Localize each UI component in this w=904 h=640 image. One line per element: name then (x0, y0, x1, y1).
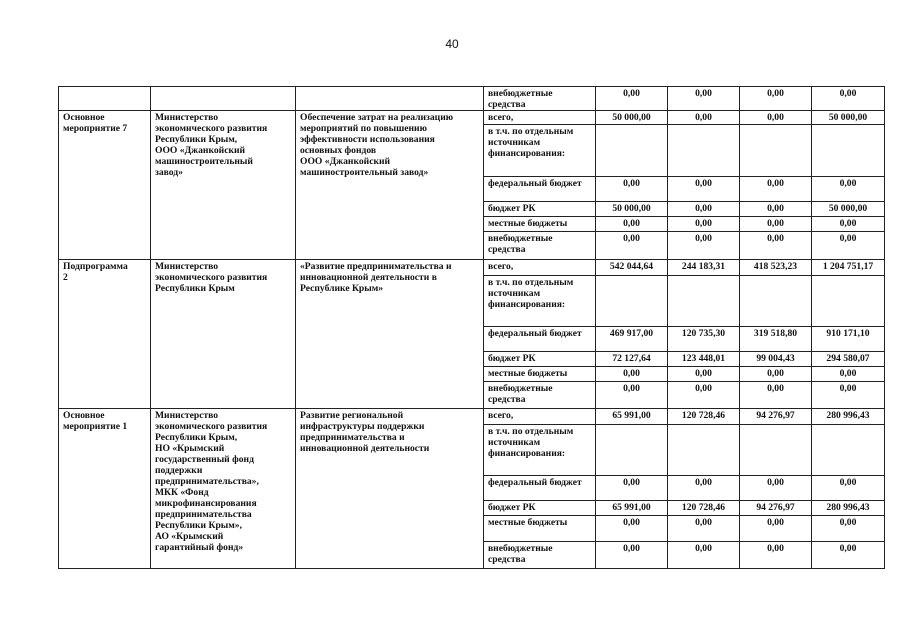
program-name-cell (59, 87, 151, 111)
amount-cell-4: 0,00 (812, 177, 885, 202)
amount-cell-2: 120 728,46 (668, 409, 740, 425)
amount-cell-3: 0,00 (740, 382, 812, 409)
funding-source-cell: всего, (484, 111, 596, 125)
amount-cell-3: 0,00 (740, 111, 812, 125)
amount-cell-4 (812, 276, 885, 327)
amount-cell-2: 0,00 (668, 476, 740, 501)
amount-cell-4: 0,00 (812, 476, 885, 501)
amount-cell-2 (668, 425, 740, 476)
table-row (59, 111, 885, 125)
amount-cell-2 (668, 125, 740, 177)
amount-cell-4 (812, 425, 885, 476)
funding-source-cell: в т.ч. по отдельным источникам финансирования: (484, 125, 596, 177)
program-name-cell: Основное мероприятие 7 (59, 111, 151, 260)
amount-cell-1: 0,00 (596, 232, 668, 260)
budget-table (58, 86, 885, 569)
funding-source-cell: местные бюджеты (484, 367, 596, 382)
amount-cell-1: 0,00 (596, 177, 668, 202)
amount-cell-2: 0,00 (668, 111, 740, 125)
amount-cell-3: 0,00 (740, 232, 812, 260)
executor-cell: Министерство экономического развития Республики Крым (151, 260, 296, 409)
amount-cell-4: 294 580,07 (812, 352, 885, 367)
funding-source-cell: федеральный бюджет (484, 476, 596, 501)
amount-cell-3: 0,00 (740, 202, 812, 217)
amount-cell-3 (740, 425, 812, 476)
amount-cell-3 (740, 276, 812, 327)
amount-cell-3: 0,00 (740, 87, 812, 111)
amount-cell-3: 99 004,43 (740, 352, 812, 367)
amount-cell-1: 50 000,00 (596, 111, 668, 125)
amount-cell-4: 910 171,10 (812, 327, 885, 352)
amount-cell-1: 50 000,00 (596, 202, 668, 217)
amount-cell-1: 0,00 (596, 87, 668, 111)
funding-source-cell: внебюджетные средства (484, 87, 596, 111)
amount-cell-4: 50 000,00 (812, 111, 885, 125)
funding-source-cell: федеральный бюджет (484, 327, 596, 352)
executor-cell: Министерство экономического развития Республики Крым, ООО «Джанкойский машиностроительный завод» (151, 111, 296, 260)
table-row (59, 409, 885, 425)
amount-cell-2: 120 728,46 (668, 501, 740, 516)
description-cell: «Развитие предпринимательства и инновационной деятельности в Республике Крым» (296, 260, 484, 409)
funding-source-cell: всего, (484, 260, 596, 276)
description-cell: Обеспечение затрат на реализацию мероприятий по повышению эффективности использования основных фондов ООО «Джанкойский машиностроительный завод» (296, 111, 484, 260)
amount-cell-1: 65 991,00 (596, 501, 668, 516)
amount-cell-4: 280 996,43 (812, 409, 885, 425)
amount-cell-1: 0,00 (596, 217, 668, 232)
funding-source-cell: внебюджетные средства (484, 232, 596, 260)
amount-cell-4: 1 204 751,17 (812, 260, 885, 276)
funding-source-cell: в т.ч. по отдельным источникам финансирования: (484, 425, 596, 476)
amount-cell-2: 0,00 (668, 87, 740, 111)
table-row (59, 260, 885, 276)
funding-source-cell: всего, (484, 409, 596, 425)
amount-cell-1 (596, 425, 668, 476)
amount-cell-1: 0,00 (596, 516, 668, 542)
amount-cell-2: 0,00 (668, 516, 740, 542)
amount-cell-2: 0,00 (668, 367, 740, 382)
executor-cell: Министерство экономического развития Республики Крым, НО «Крымский государственный фонд поддержки предпринимательства», МКК «Фонд микрофинансирования предпринимательства Республики Крым», АО «Крымский гарантийный фонд» (151, 409, 296, 569)
description-cell: Развитие региональной инфраструктуры поддержки предпринимательства и инновационной деятельности (296, 409, 484, 569)
amount-cell-4: 0,00 (812, 87, 885, 111)
amount-cell-4: 0,00 (812, 516, 885, 542)
amount-cell-1: 0,00 (596, 542, 668, 569)
amount-cell-1: 0,00 (596, 367, 668, 382)
program-name-cell: Основное мероприятие 1 (59, 409, 151, 569)
funding-source-cell: внебюджетные средства (484, 542, 596, 569)
amount-cell-2 (668, 276, 740, 327)
amount-cell-4: 0,00 (812, 217, 885, 232)
amount-cell-4: 280 996,43 (812, 501, 885, 516)
amount-cell-4 (812, 125, 885, 177)
amount-cell-2: 0,00 (668, 217, 740, 232)
funding-source-cell: бюджет РК (484, 501, 596, 516)
amount-cell-2: 120 735,30 (668, 327, 740, 352)
amount-cell-4: 0,00 (812, 367, 885, 382)
amount-cell-3: 418 523,23 (740, 260, 812, 276)
amount-cell-1 (596, 276, 668, 327)
amount-cell-4: 50 000,00 (812, 202, 885, 217)
amount-cell-4: 0,00 (812, 542, 885, 569)
amount-cell-3: 0,00 (740, 217, 812, 232)
amount-cell-1: 469 917,00 (596, 327, 668, 352)
amount-cell-2: 244 183,31 (668, 260, 740, 276)
amount-cell-3 (740, 125, 812, 177)
amount-cell-3: 94 276,97 (740, 501, 812, 516)
funding-source-cell: бюджет РК (484, 202, 596, 217)
amount-cell-2: 123 448,01 (668, 352, 740, 367)
program-name-cell: Подпрограмма 2 (59, 260, 151, 409)
funding-source-cell: федеральный бюджет (484, 177, 596, 202)
amount-cell-3: 0,00 (740, 542, 812, 569)
amount-cell-2: 0,00 (668, 542, 740, 569)
amount-cell-4: 0,00 (812, 232, 885, 260)
amount-cell-1: 0,00 (596, 476, 668, 501)
amount-cell-3: 0,00 (740, 516, 812, 542)
amount-cell-3: 0,00 (740, 177, 812, 202)
amount-cell-4: 0,00 (812, 382, 885, 409)
amount-cell-1: 72 127,64 (596, 352, 668, 367)
amount-cell-3: 0,00 (740, 476, 812, 501)
description-cell (296, 87, 484, 111)
amount-cell-2: 0,00 (668, 202, 740, 217)
table-row (59, 87, 885, 111)
amount-cell-2: 0,00 (668, 232, 740, 260)
amount-cell-1: 65 991,00 (596, 409, 668, 425)
amount-cell-1: 542 044,64 (596, 260, 668, 276)
amount-cell-1: 0,00 (596, 382, 668, 409)
amount-cell-2: 0,00 (668, 177, 740, 202)
amount-cell-2: 0,00 (668, 382, 740, 409)
amount-cell-3: 94 276,97 (740, 409, 812, 425)
funding-source-cell: бюджет РК (484, 352, 596, 367)
page-number: 40 (445, 37, 459, 51)
funding-source-cell: в т.ч. по отдельным источникам финансирования: (484, 276, 596, 327)
funding-source-cell: внебюджетные средства (484, 382, 596, 409)
amount-cell-1 (596, 125, 668, 177)
amount-cell-3: 319 518,80 (740, 327, 812, 352)
executor-cell (151, 87, 296, 111)
amount-cell-3: 0,00 (740, 367, 812, 382)
funding-source-cell: местные бюджеты (484, 217, 596, 232)
funding-source-cell: местные бюджеты (484, 516, 596, 542)
